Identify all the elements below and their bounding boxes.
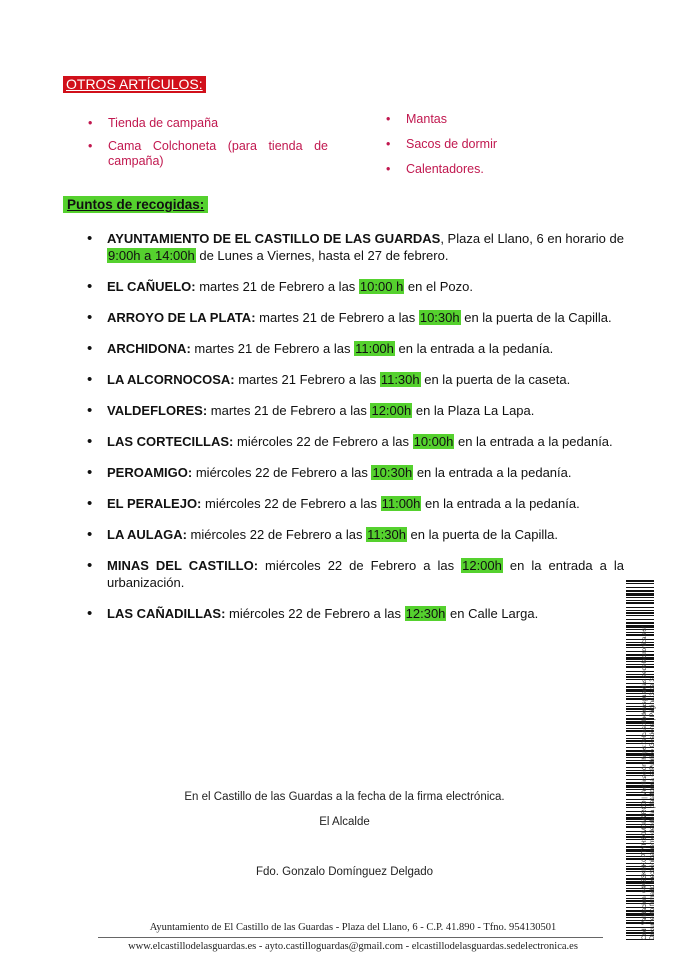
list-item: • Mantas — [384, 112, 584, 127]
point-place: EL CAÑUELO: — [107, 279, 196, 294]
point-time-highlight: 11:00h — [381, 496, 421, 511]
point-place: VALDEFLORES: — [107, 403, 208, 418]
list-item — [82, 433, 624, 450]
point-time-highlight: 12:30h — [405, 606, 446, 621]
list-item — [82, 340, 624, 357]
otros-articulos-right-list — [384, 112, 584, 187]
point-text-after: en la puerta de la Capilla. — [406, 527, 558, 542]
point-place: ARROYO DE LA PLATA: — [107, 310, 256, 325]
point-time-highlight: 10:30h — [372, 465, 413, 480]
list-item — [82, 230, 624, 264]
otros-articulos-left-list — [86, 116, 328, 177]
point-text-after: en la Plaza La Lapa. — [412, 403, 535, 418]
list-item — [82, 464, 624, 481]
list-item: • Sacos de dormir — [384, 137, 584, 152]
puntos-recogida-title: Puntos de recogidas: — [63, 196, 208, 213]
point-text-after: de Lunes a Viernes, hasta el 27 de febrero. — [195, 248, 449, 263]
point-text-before: martes 21 de Febrero a las — [207, 403, 371, 418]
point-text-before: miércoles 22 de Febrero a las — [192, 465, 372, 480]
list-item: • Cama Colchoneta (para tienda de campaña) — [86, 139, 328, 169]
point-text-after: en Calle Larga. — [446, 606, 539, 621]
point-place: PEROAMIGO: — [107, 465, 193, 480]
point-time-highlight: 11:30h — [367, 527, 406, 542]
point-text-before: martes 21 de Febrero a las — [195, 279, 359, 294]
point-text-after: en la puerta de la Capilla. — [460, 310, 612, 325]
point-text-before: martes 21 Febrero a las — [234, 372, 380, 387]
point-time-highlight: 11:00h — [355, 341, 394, 356]
list-item — [82, 278, 624, 295]
puntos-recogida-list — [82, 230, 624, 636]
list-item — [82, 605, 624, 622]
point-text-after: en la entrada a la pedanía. — [413, 465, 572, 480]
point-time-highlight: 12:00h — [462, 558, 502, 573]
point-text-before: martes 21 de Febrero a las — [190, 341, 355, 356]
point-place: LAS CAÑADILLAS: — [107, 606, 226, 621]
point-text-before: miércoles 22 de Febrero a las — [186, 527, 367, 542]
list-item — [82, 309, 624, 326]
signature-place-date: En el Castillo de las Guardas a la fecha de la firma electrónica. — [184, 791, 505, 803]
signature-name: Fdo. Gonzalo Domínguez Delgado — [255, 866, 434, 878]
list-item — [82, 557, 624, 591]
footer-divider — [98, 937, 603, 938]
point-place: MINAS DEL CASTILLO: — [107, 558, 259, 573]
point-text-after: en el Pozo. — [404, 279, 473, 294]
point-place: AYUNTAMIENTO DE EL CASTILLO DE LAS GUARDAS — [107, 231, 441, 246]
list-item: • Calentadores. — [384, 162, 584, 177]
point-time-highlight: 10:00 h — [359, 279, 404, 294]
point-text-before: miércoles 22 de Febrero a las — [233, 434, 413, 449]
point-place: LA ALCORNOCOSA: — [107, 372, 235, 387]
point-text-after: en la entrada a la pedanía. — [421, 496, 580, 511]
list-item — [82, 526, 624, 543]
signature-role: El Alcalde — [319, 816, 370, 828]
point-time-highlight: 10:30h — [419, 310, 460, 325]
otros-articulos-title: OTROS ARTÍCULOS: — [63, 76, 206, 93]
point-text-before: , Plaza el Llano, 6 en horario de — [440, 231, 624, 246]
point-place: LA AULAGA: — [107, 527, 187, 542]
point-text-before: martes 21 de Febrero a las — [255, 310, 419, 325]
point-time-highlight: 10:00h — [413, 434, 454, 449]
point-place: LAS CORTECILLAS: — [107, 434, 234, 449]
point-text-after: en la entrada a la pedanía. — [394, 341, 554, 356]
point-time-highlight: 9:00h a 14:00h — [108, 248, 195, 263]
point-text-after: en la puerta de la caseta. — [420, 372, 571, 387]
list-item — [82, 371, 624, 388]
list-item — [82, 495, 624, 512]
point-time-highlight: 12:00h — [371, 403, 412, 418]
validation-note — [641, 575, 656, 940]
point-text-before: miércoles 22 de Febrero a las — [201, 496, 381, 511]
point-place: ARCHIDONA: — [107, 341, 191, 356]
point-time-highlight: 11:30h — [380, 372, 420, 387]
list-item — [82, 402, 624, 419]
list-item: • Tienda de campaña — [86, 116, 328, 131]
point-place: EL PERALEJO: — [107, 496, 202, 511]
validation-code: Cód. Validación: 644Z3KHKCPTYH3XMGM2RCD | Verificación: https://elcastillodelasguardas.sedelectronica.es/ — [641, 626, 648, 940]
footer-address: Ayuntamiento de El Castillo de las Guardas - Plaza del Llano, 6 - C.P. 41.890 - Tfno. 954130501 — [149, 922, 557, 933]
point-text-before: miércoles 22 de Febrero a las — [225, 606, 405, 621]
validation-signature-note: Documento firmado electrónicamente desde la plataforma esPublico Gestiona | Página 3 de 3 — [648, 678, 656, 940]
point-text-before: miércoles 22 de Febrero a las — [258, 558, 462, 573]
point-text-after: en la entrada a la pedanía. — [454, 434, 613, 449]
footer-contact: www.elcastillodelasguardas.es - ayto.castilloguardas@gmail.com - elcastillodelasguardas.sedelectronica.es — [128, 941, 578, 952]
point-text-after: en la entrada a la urbanización. — [107, 558, 625, 590]
